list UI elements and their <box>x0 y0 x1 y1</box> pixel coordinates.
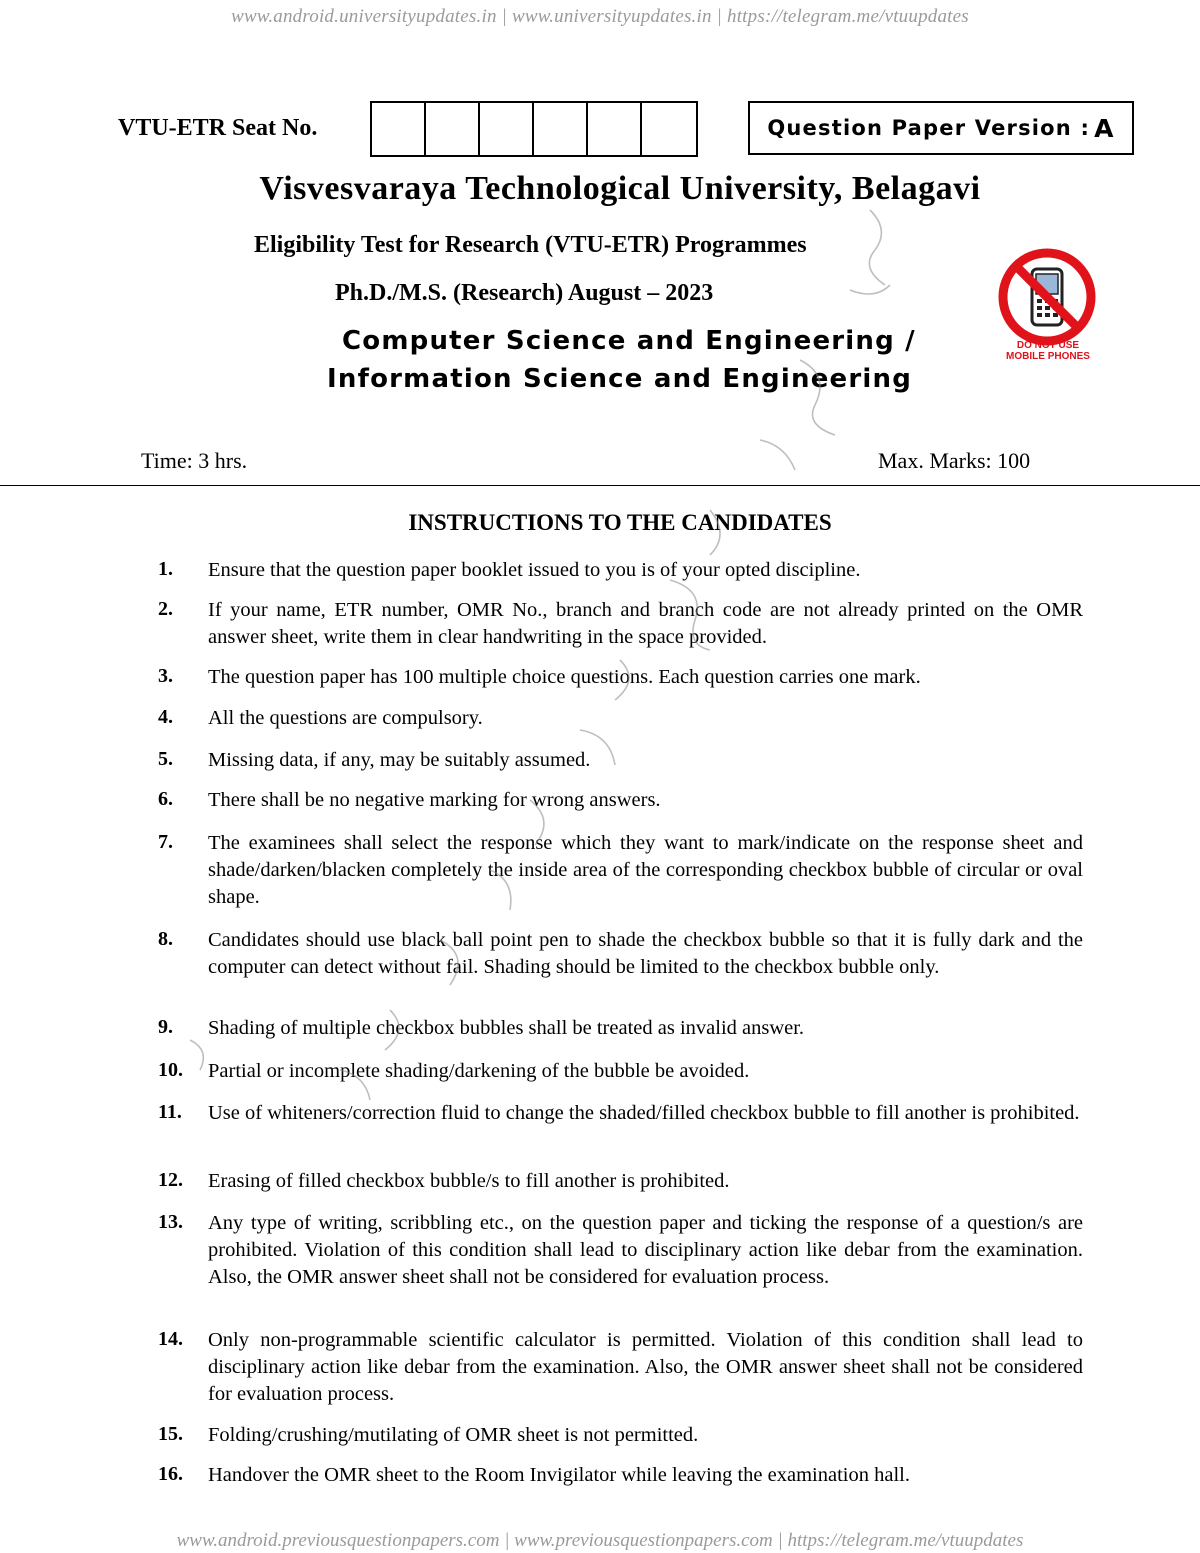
caption-line-1: DO NOT USE <box>1016 340 1080 351</box>
instruction-text: Ensure that the question paper booklet issued to you is of your opted discipline. <box>208 559 861 581</box>
instruction-text: Shading of multiple checkbox bubbles shall be treated as invalid answer. <box>208 1017 805 1039</box>
instruction-text: Folding/crushing/mutilating of OMR sheet is not permitted. <box>208 1424 699 1446</box>
instruction-text: Partial or incomplete shading/darkening of the bubble be avoided. <box>208 1060 750 1082</box>
instruction-number: 4. <box>158 706 173 728</box>
seat-digit-box[interactable] <box>588 103 642 155</box>
version-letter: A <box>1094 113 1115 143</box>
instruction-text: The question paper has 100 multiple choice questions. Each question carries one mark. <box>208 666 921 688</box>
instruction-number: 14. <box>158 1328 183 1350</box>
department-line-2: Information Science and Engineering <box>327 364 913 394</box>
instruction-number: 8. <box>158 928 173 950</box>
university-title: Visvesvaraya Technological University, Belagavi <box>259 170 981 207</box>
instruction-number: 6. <box>158 788 173 810</box>
instruction-number: 1. <box>158 558 173 580</box>
exam-session: Ph.D./M.S. (Research) August – 2023 <box>335 280 714 306</box>
instruction-number: 5. <box>158 748 173 770</box>
seat-number-boxes[interactable] <box>370 101 698 157</box>
instruction-number: 16. <box>158 1463 183 1485</box>
instruction-number: 7. <box>158 831 173 853</box>
seat-digit-box[interactable] <box>480 103 534 155</box>
no-mobile-phone-caption <box>998 340 1098 362</box>
exam-duration: Time: 3 hrs. <box>141 448 248 473</box>
bottom-website-links: www.android.previousquestionpapers.com | www.previousquestionpapers.com | https://telegram.me/vtuupdates <box>176 1530 1024 1551</box>
instruction-number: 9. <box>158 1016 173 1038</box>
question-paper-version <box>748 101 1134 155</box>
header-divider <box>0 485 1200 486</box>
instruction-number: 11. <box>158 1101 182 1123</box>
instruction-number: 10. <box>158 1059 183 1081</box>
instruction-number: 2. <box>158 598 173 620</box>
instruction-text: If your name, ETR number, OMR No., branch and branch code are not already printed on the OMR answer sheet, write them in clear handwriting in the space provided. <box>208 599 1083 648</box>
instruction-number: 13. <box>158 1211 183 1233</box>
instruction-text: Erasing of filled checkbox bubble/s to fill another is prohibited. <box>208 1170 730 1192</box>
department-line-1: Computer Science and Engineering / <box>342 326 916 356</box>
instruction-number: 12. <box>158 1169 183 1191</box>
version-label: Question Paper Version : <box>767 116 1091 140</box>
instruction-text: Candidates should use black ball point pen to shade the checkbox bubble so that it is fully dark and the computer can detect without fail. Shading should be limited to the checkbox bubble only. <box>208 929 1083 978</box>
seat-digit-box[interactable] <box>642 103 696 155</box>
seat-digit-box[interactable] <box>426 103 480 155</box>
instruction-text: All the questions are compulsory. <box>208 707 483 729</box>
top-website-links: www.android.universityupdates.in | www.universityupdates.in | https://telegram.me/vtuupdates <box>231 6 969 27</box>
instruction-text: Missing data, if any, may be suitably assumed. <box>208 749 591 771</box>
instruction-text: Any type of writing, scribbling etc., on the question paper and ticking the response of a question/s are prohibited. Violation of this condition shall lead to disciplinary action like debar from the examination. Also, the OMR answer sheet shall not be considered for evaluation process. <box>208 1212 1083 1288</box>
seat-digit-box[interactable] <box>372 103 426 155</box>
instruction-text: There shall be no negative marking for wrong answers. <box>208 789 661 811</box>
seat-number-label: VTU-ETR Seat No. <box>118 115 318 141</box>
instruction-text: Only non-programmable scientific calculator is permitted. Violation of this condition shall lead to disciplinary action like debar from the examination. Also, the OMR answer sheet shall not be considered for evaluation process. <box>208 1329 1083 1405</box>
instructions-heading: INSTRUCTIONS TO THE CANDIDATES <box>408 510 832 535</box>
instruction-text: The examinees shall select the response which they want to mark/indicate on the response sheet and shade/darken/blacken completely the inside area of the corresponding checkbox bubble of circular or oval shape. <box>208 832 1083 908</box>
caption-line-2: MOBILE PHONES <box>1006 351 1090 362</box>
max-marks: Max. Marks: 100 <box>878 448 1031 473</box>
instruction-text: Use of whiteners/correction fluid to change the shaded/filled checkbox bubble to fill another is prohibited. <box>208 1102 1080 1124</box>
instruction-number: 3. <box>158 665 173 687</box>
instruction-text: Handover the OMR sheet to the Room Invigilator while leaving the examination hall. <box>208 1464 910 1486</box>
instruction-number: 15. <box>158 1423 183 1445</box>
seat-digit-box[interactable] <box>534 103 588 155</box>
programme-title: Eligibility Test for Research (VTU-ETR) Programmes <box>254 232 807 258</box>
